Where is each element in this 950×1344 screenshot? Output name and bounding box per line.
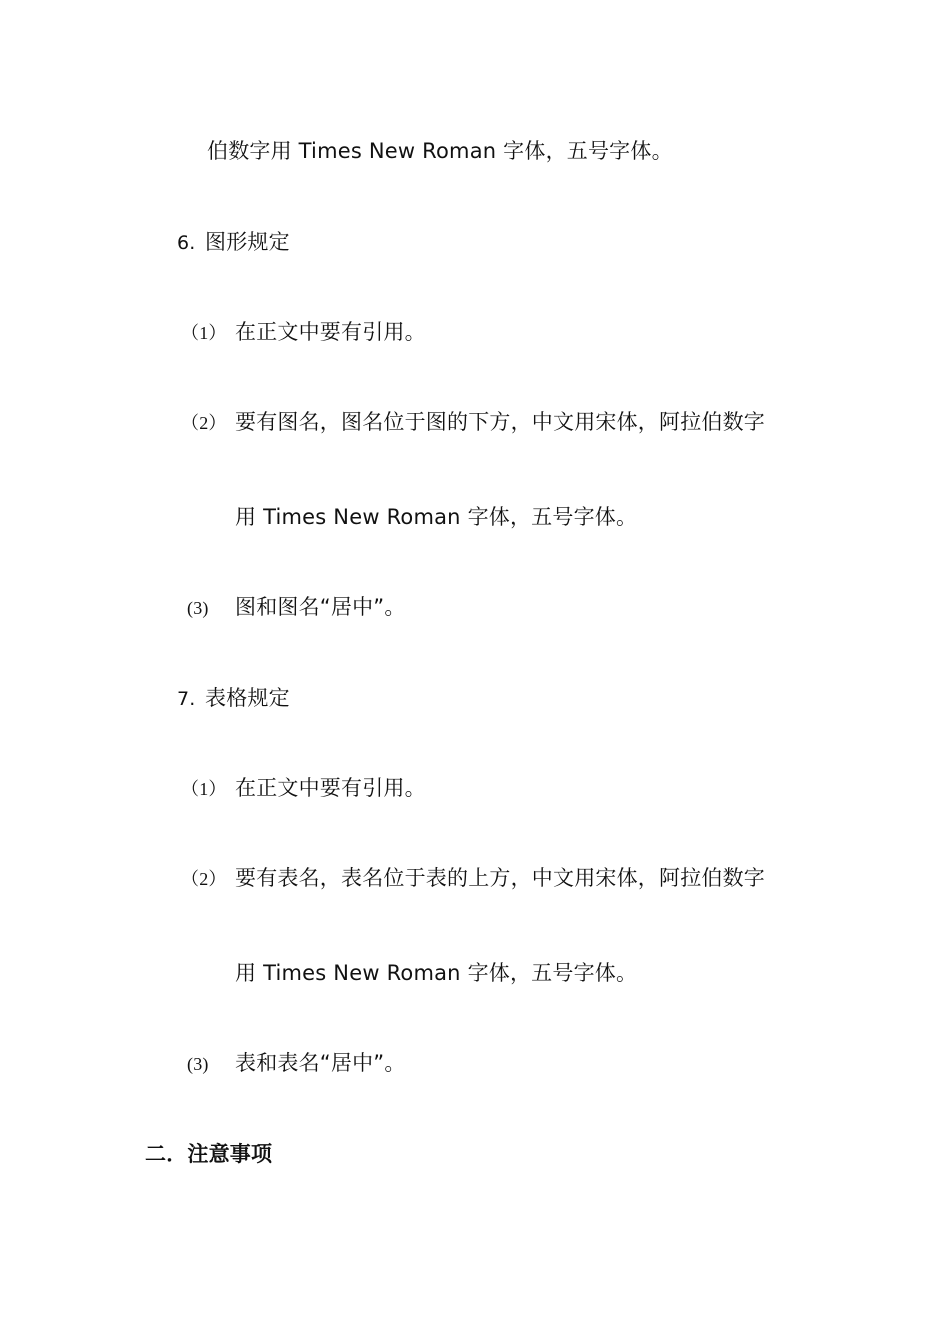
list-item-text: 要有表名，表名位于表的上方，中文用宋体，阿拉伯数字 bbox=[235, 866, 765, 890]
list-item-text: 用 Times New Roman 字体，五号字体。 bbox=[235, 961, 638, 985]
list-item bbox=[187, 593, 406, 622]
list-item-text: 用 Times New Roman 字体，五号字体。 bbox=[235, 505, 638, 529]
section-title: 表格规定 bbox=[205, 686, 290, 710]
section-number: 6. bbox=[177, 232, 196, 254]
list-item bbox=[187, 1049, 406, 1078]
list-item bbox=[181, 408, 765, 437]
list-item-continuation bbox=[235, 503, 637, 531]
section-number: 7. bbox=[177, 688, 196, 710]
paragraph-text: 伯数字用 Times New Roman 字体，五号字体。 bbox=[207, 139, 673, 163]
list-item-text: 在正文中要有引用。 bbox=[235, 320, 426, 344]
chapter-heading bbox=[145, 1140, 272, 1168]
list-item bbox=[181, 864, 765, 893]
list-marker: （2） bbox=[181, 413, 227, 433]
heading-text: 二．注意事项 bbox=[145, 1142, 273, 1166]
list-marker: （2） bbox=[181, 869, 227, 889]
list-item bbox=[181, 774, 426, 803]
list-item-text: 要有图名，图名位于图的下方，中文用宋体，阿拉伯数字 bbox=[235, 410, 765, 434]
list-marker: （1） bbox=[181, 323, 227, 343]
list-item-text: 在正文中要有引用。 bbox=[235, 776, 426, 800]
list-item-text: 图和图名“居中”。 bbox=[235, 595, 406, 619]
section-6-title bbox=[177, 228, 290, 257]
paragraph-continuation bbox=[207, 137, 673, 165]
list-item-continuation bbox=[235, 959, 637, 987]
list-marker: (3) bbox=[187, 1054, 209, 1074]
list-item bbox=[181, 318, 426, 347]
list-marker: (3) bbox=[187, 598, 209, 618]
section-title: 图形规定 bbox=[205, 230, 290, 254]
list-item-text: 表和表名“居中”。 bbox=[235, 1051, 406, 1075]
list-marker: （1） bbox=[181, 779, 227, 799]
section-7-title bbox=[177, 684, 290, 713]
